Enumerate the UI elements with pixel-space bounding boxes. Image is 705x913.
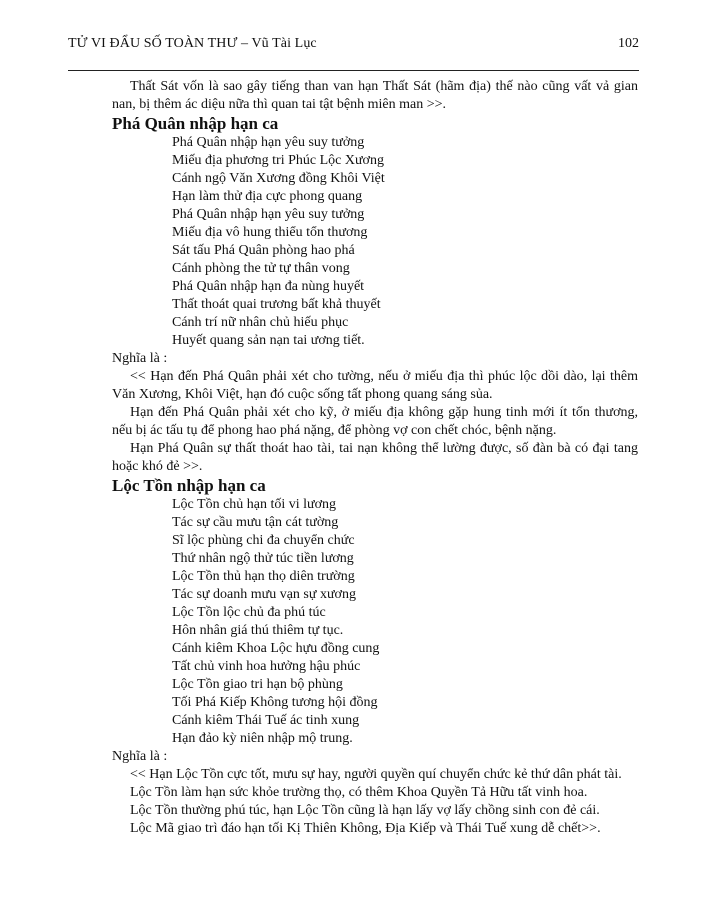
meaning-paragraph: << Hạn đến Phá Quân phải xét cho tường, nếu ở miếu địa thì phúc lộc dồi dào, lại thêm Văn Xương, Khôi Việt, hạn đó cuộc sống tất phong quang sáng sủa. [112,369,638,402]
poem-line: Sát tấu Phá Quân phòng hao phá [172,243,355,258]
poem-loc-ton [112,496,638,748]
meaning-label: Nghĩa là : [112,351,168,366]
poem-line: Hạn đảo kỳ niên nhập mộ trung. [172,731,353,746]
poem-line: Cánh kiêm Khoa Lộc hựu đồng cung [172,641,380,656]
poem-line: Thất thoát quai trương bất khả thuyết [172,297,381,312]
poem-line: Cánh ngộ Văn Xương đồng Khôi Việt [172,171,385,186]
poem-line: Phá Quân nhập hạn đa nùng huyết [172,279,365,294]
poem-line: Lộc Tồn lộc chủ đa phú túc [172,605,326,620]
poem-line: Huyết quang sản nạn tai ương tiết. [172,333,365,348]
section-heading-pha-quan: Phá Quân nhập hạn ca [112,114,279,133]
meaning-paragraph: Hạn đến Phá Quân phải xét cho kỹ, ở miếu địa không gặp hung tinh mới ít tổn thương, nếu bị ác tấu tụ để phong hao phá nặng, để phòng vợ con chết chóc, bệnh nặng. [112,405,638,438]
meaning-line: Lộc Tồn làm hạn sức khỏe trường thọ, có thêm Khoa Quyền Tả Hữu tất vinh hoa. [130,785,588,800]
intro-paragraph: Thất Sát vốn là sao gây tiếng than van hạn Thất Sát (hãm địa) thế nào cũng vất vả gian nan, bị thêm ác diệu nữa thì quan tai tật bệnh miên man >>. [112,79,638,112]
meaning-line: Lộc Mã giao trì đáo hạn tối Kị Thiên Không, Địa Kiếp và Thái Tuế xung dễ chết>>. [130,821,601,836]
page-header [68,36,639,60]
page-body [112,78,638,838]
poem-line: Tối Phá Kiếp Không tương hội đồng [172,695,378,710]
poem-line: Lộc Tồn thủ hạn thọ diên trường [172,569,355,584]
poem-line: Hạn làm thử địa cực phong quang [172,189,363,204]
poem-line: Thứ nhân ngộ thử túc tiền lương [172,551,354,566]
meaning-line: Lộc Tồn thường phú túc, hạn Lộc Tồn cũng là hạn lấy vợ lấy chồng sinh con đẻ cái. [130,803,600,818]
meaning-line: << Hạn Lộc Tồn cực tốt, mưu sự hay, người quyền quí chuyển chức kẻ thứ dân phát tài. [130,767,622,782]
meaning-label: Nghĩa là : [112,749,168,764]
poem-pha-quan [112,134,638,350]
poem-line: Miếu địa vô hung thiểu tổn thương [172,225,368,240]
section-heading-loc-ton: Lộc Tồn nhập hạn ca [112,476,266,495]
poem-line: Cánh trí nữ nhân chủ hiếu phục [172,315,349,330]
poem-line: Phá Quân nhập hạn yêu suy tưởng [172,207,365,222]
poem-line: Tất chủ vinh hoa hưởng hậu phúc [172,659,361,674]
header-rule [68,70,639,71]
poem-line: Phá Quân nhập hạn yêu suy tưởng [172,135,365,150]
poem-line: Cánh kiêm Thái Tuế ác tinh xung [172,713,360,728]
poem-line: Tác sự cầu mưu tận cát tường [172,515,339,530]
meaning-paragraph: Hạn Phá Quân sự thất thoát hao tài, tai nạn không thể lường được, số đàn bà có đại tang hoặc khó đẻ >>. [112,441,638,474]
poem-line: Lộc Tồn giao tri hạn bộ phùng [172,677,343,692]
poem-line: Miếu địa phương tri Phúc Lộc Xương [172,153,384,168]
poem-line: Sĩ lộc phùng chi đa chuyển chức [172,533,355,548]
running-title: TỬ VI ĐẨU SỐ TOÀN THƯ – Vũ Tài Lục [68,36,317,51]
page-number: 102 [618,36,639,51]
poem-line: Hôn nhân giá thú thiêm tự tục. [172,623,344,638]
poem-line: Cánh phòng the tử tự thân vong [172,261,350,276]
poem-line: Lộc Tồn chủ hạn tối vi lương [172,497,337,512]
poem-line: Tác sự doanh mưu vạn sự xương [172,587,356,602]
